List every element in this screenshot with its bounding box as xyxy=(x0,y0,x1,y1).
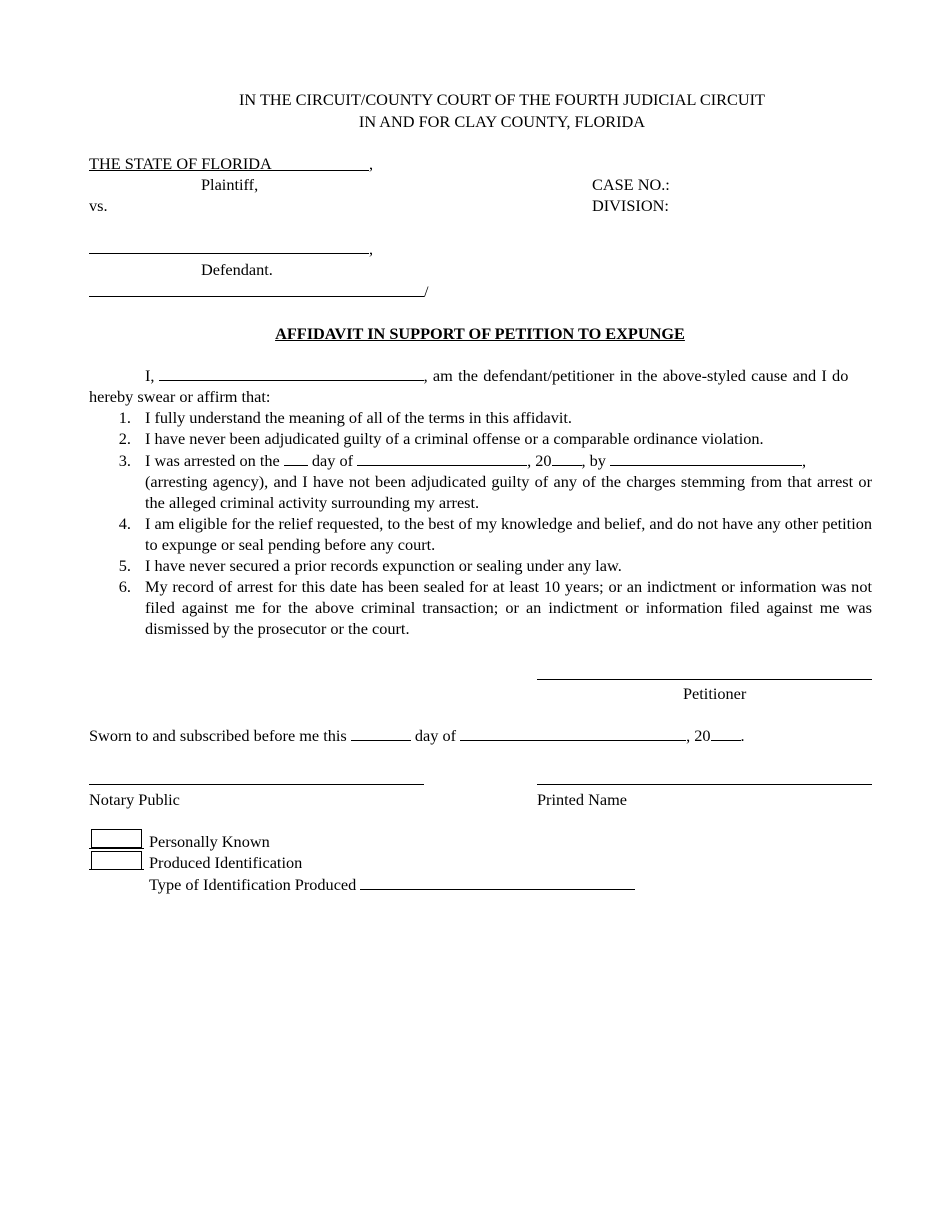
notary-signature-line[interactable] xyxy=(89,784,424,785)
vs-label: vs. xyxy=(89,196,108,215)
sworn-line xyxy=(89,725,745,746)
petitioner-label: Petitioner xyxy=(683,684,747,703)
defendant-comma: , xyxy=(369,239,374,258)
court-header-line2: IN AND FOR CLAY COUNTY, FLORIDA xyxy=(358,112,646,131)
item-text: I have never secured a prior records expunction or sealing under any law. xyxy=(145,556,622,575)
item-text: (arresting agency), and I have not been adjudicated guilty of any of the charges stemming from that arrest or the alleged criminal activity surrounding my arrest. xyxy=(145,472,872,512)
printed-name-line[interactable] xyxy=(537,784,872,785)
defendant-name-field[interactable] xyxy=(89,238,369,254)
defendant-line xyxy=(89,238,373,259)
personally-known-label: Personally Known xyxy=(149,832,270,851)
produced-id-label: Produced Identification xyxy=(149,853,303,872)
produced-id-checkbox[interactable] xyxy=(91,851,142,870)
document-title: AFFIDAVIT IN SUPPORT OF PETITION TO EXPUNGE xyxy=(275,324,685,343)
arrest-text-2: day of xyxy=(311,451,354,470)
item-number: 6. xyxy=(118,577,131,596)
sworn-text-1: Sworn to and subscribed before me this xyxy=(89,726,347,745)
id-type-field[interactable] xyxy=(360,874,635,890)
arrest-text-1: I was arrested on the xyxy=(145,451,280,470)
item-number: 4. xyxy=(118,514,131,533)
case-no-label: CASE NO.: xyxy=(592,175,670,194)
item-text: I am eligible for the relief requested, to the best of my knowledge and belief, and do not have any other petition to expunge or seal pending before any court. xyxy=(145,514,872,554)
plaintiff-name-field[interactable] xyxy=(89,153,369,171)
caption-close-line xyxy=(89,281,429,302)
arresting-agency-field[interactable] xyxy=(610,450,802,466)
id-type-line xyxy=(149,874,635,895)
arrest-text-3: , 20 xyxy=(527,451,552,470)
declarant-name-field[interactable] xyxy=(159,365,424,381)
item-number: 1. xyxy=(118,408,131,427)
personally-known-checkbox[interactable] xyxy=(91,829,142,848)
arrest-year-field[interactable] xyxy=(552,450,582,466)
intro-line2: hereby swear or affirm that: xyxy=(89,387,271,406)
arrest-month-field[interactable] xyxy=(357,450,527,466)
caption-rule xyxy=(89,281,424,297)
sworn-text-2: day of xyxy=(414,726,457,745)
item-number: 5. xyxy=(118,556,131,575)
plaintiff-label: Plaintiff, xyxy=(201,175,259,194)
intro-i: I, xyxy=(145,366,155,385)
sworn-text-3: , 20 xyxy=(686,726,711,745)
sworn-day-field[interactable] xyxy=(351,725,411,741)
item-text: I fully understand the meaning of all of the terms in this affidavit. xyxy=(145,408,572,427)
id-type-label: Type of Identification Produced xyxy=(149,875,357,894)
intro-rest: , am the defendant/petitioner in the above-styled cause and I do xyxy=(423,366,849,385)
arrest-day-field[interactable] xyxy=(284,450,308,466)
defendant-label: Defendant. xyxy=(201,260,273,279)
court-header-line1: IN THE CIRCUIT/COUNTY COURT OF THE FOURTH JUDICIAL CIRCUIT xyxy=(239,90,765,109)
arrest-text-4: , by xyxy=(581,451,606,470)
sworn-text-4: . xyxy=(740,726,745,745)
printed-name-label: Printed Name xyxy=(537,790,627,809)
notary-label: Notary Public xyxy=(89,790,180,809)
arrest-line xyxy=(145,450,872,471)
plaintiff-line xyxy=(89,153,373,174)
item-text: My record of arrest for this date has been sealed for at least 10 years; or an indictment or information was not filed against me for the above criminal transaction; or an indictment or information filed against me was dismissed by the prosecutor or the court. xyxy=(145,577,872,638)
intro-line1 xyxy=(89,365,872,386)
petitioner-signature-line[interactable] xyxy=(537,679,872,680)
division-label: DIVISION: xyxy=(592,196,669,215)
sworn-month-field[interactable] xyxy=(460,725,686,741)
item-number: 2. xyxy=(118,429,131,448)
plaintiff-name: THE STATE OF FLORIDA xyxy=(89,154,272,173)
item-text: I have never been adjudicated guilty of a criminal offense or a comparable ordinance violation. xyxy=(145,429,764,448)
item-number: 3. xyxy=(118,451,131,470)
arrest-text-5: , xyxy=(802,451,807,470)
produced-id-rule xyxy=(89,869,144,870)
plaintiff-comma: , xyxy=(369,154,374,173)
personally-known-rule xyxy=(89,848,144,849)
sworn-year-field[interactable] xyxy=(711,725,741,741)
caption-slash: / xyxy=(424,282,429,301)
